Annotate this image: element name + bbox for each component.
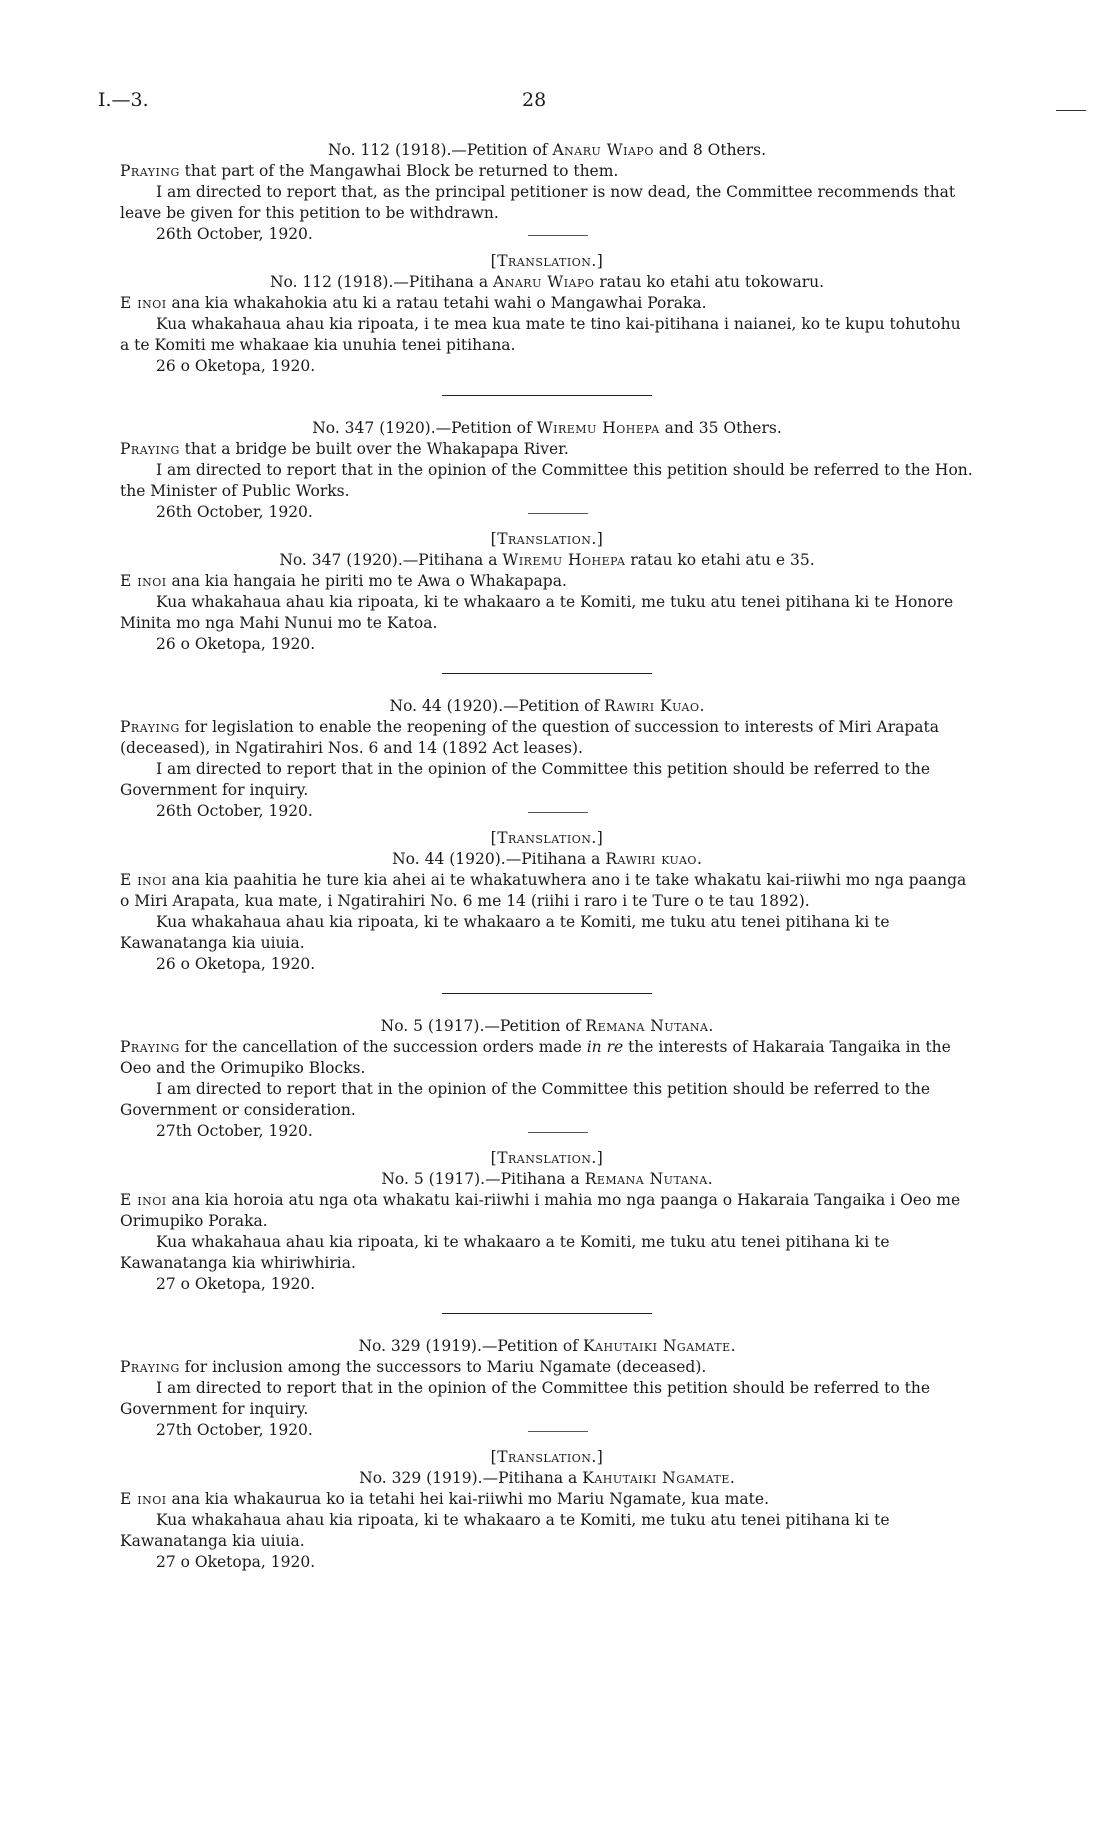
petitioner-name: Anaru Wiapo <box>552 141 654 159</box>
translation-report: Kua whakahaua ahau kia ripoata, ki te whakaaro a te Komiti, me tuku atu tenei pitihana ki te Kawanatanga kia uiuia. <box>120 1511 890 1550</box>
translation-report: Kua whakahaua ahau kia ripoata, ki te whakaaro a te Komiti, me tuku atu tenei pitihana ki te Kawanatanga kia uiuia. <box>120 913 890 952</box>
translation-date: 26 o Oketopa, 1920. <box>156 955 316 973</box>
petition-block <box>120 418 974 655</box>
committee-report: I am directed to report that, as the principal petitioner is now dead, the Committee recommends that leave be given for this petition to be withdrawn. <box>120 183 956 222</box>
translation-heading: No. 347 (1920).—Pitihana a Wiremu Hohepa ratau ko etahi atu e 35. <box>279 551 815 569</box>
petitioner-name: Rawiri Kuao <box>604 697 700 715</box>
praying-paragraph: Praying for inclusion among the successors to Mariu Ngamate (deceased). <box>120 1358 707 1376</box>
section-divider <box>442 1313 652 1314</box>
header-rule <box>1056 110 1086 111</box>
translation-inoi-paragraph: E inoi ana kia horoia atu nga ota whakatu kai-riiwhi i mahia mo nga paanga o Hakaraia Tangaika i Oeo me Orimupiko Poraka. <box>120 1191 961 1230</box>
report-date: 27th October, 1920. <box>120 1121 974 1142</box>
translation-heading: No. 329 (1919).—Pitihana a Kahutaiki Ngamate. <box>359 1469 735 1487</box>
translation-report: Kua whakahaua ahau kia ripoata, ki te whakaaro a te Komiti, me tuku atu tenei pitihana ki te Honore Minita mo nga Mahi Nunui mo te Katoa. <box>120 593 954 632</box>
report-date: 26th October, 1920. <box>120 502 974 523</box>
praying-paragraph: Praying that a bridge be built over the Whakapapa River. <box>120 440 569 458</box>
petitioner-name: Remana Nutana <box>585 1017 709 1035</box>
page-header <box>98 90 1114 114</box>
translation-label: [Translation.] <box>490 1149 604 1167</box>
translation-label: [Translation.] <box>490 1448 604 1466</box>
petition-block <box>120 1336 974 1573</box>
committee-report: I am directed to report that in the opinion of the Committee this petition should be referred to the Hon. the Minister of Public Works. <box>120 461 973 500</box>
committee-report: I am directed to report that in the opinion of the Committee this petition should be referred to the Government for inquiry. <box>120 1379 931 1418</box>
petition-heading: No. 347 (1920).—Petition of Wiremu Hohepa and 35 Others. <box>312 419 782 437</box>
translation-label: [Translation.] <box>490 252 604 270</box>
petition-block <box>120 140 974 377</box>
translation-label: [Translation.] <box>490 530 604 548</box>
translation-date: 26 o Oketopa, 1920. <box>156 635 316 653</box>
translation-report: Kua whakahaua ahau kia ripoata, i te mea kua mate te tino kai-pitihana i naianei, ko te kupu tohutohu a te Komiti me whakaae kia unuhia tenei pitihana. <box>120 315 961 354</box>
petition-heading: No. 5 (1917).—Petition of Remana Nutana. <box>380 1017 714 1035</box>
translation-inoi-paragraph: E inoi ana kia paahitia he ture kia ahei ai te whakatuwhera ano i te take whakatu kai-riiwhi mo nga paanga o Miri Arapata, kua mate, i Ngatirahiri No. 6 me 14 (riihi i raro i te Ture o te tau 1892). <box>120 871 967 910</box>
translation-date: 26 o Oketopa, 1920. <box>156 357 316 375</box>
translation-heading: No. 112 (1918).—Pitihana a Anaru Wiapo ratau ko etahi atu tokowaru. <box>269 273 825 291</box>
translation-inoi-paragraph: E inoi ana kia hangaia he piriti mo te Awa o Whakapapa. <box>120 572 567 590</box>
page-number: 28 <box>522 89 547 111</box>
petition-heading: No. 112 (1918).—Petition of Anaru Wiapo and 8 Others. <box>327 141 767 159</box>
translation-date: 27 o Oketopa, 1920. <box>156 1275 316 1293</box>
translation-inoi-paragraph: E inoi ana kia whakahokia atu ki a ratau tetahi wahi o Mangawhai Poraka. <box>120 294 707 312</box>
praying-paragraph: Praying for the cancellation of the succession orders made in re the interests of Hakaraia Tangaika in the Oeo and the Orimupiko Blocks. <box>120 1038 951 1077</box>
translation-inoi-paragraph: E inoi ana kia whakaurua ko ia tetahi hei kai-riiwhi mo Mariu Ngamate, kua mate. <box>120 1490 769 1508</box>
petitioner-name: Wiremu Hohepa <box>536 419 660 437</box>
report-date: 27th October, 1920. <box>120 1420 974 1441</box>
section-divider <box>442 673 652 674</box>
translation-label: [Translation.] <box>490 829 604 847</box>
committee-report: I am directed to report that in the opinion of the Committee this petition should be referred to the Government or consideration. <box>120 1080 931 1119</box>
translation-heading: No. 5 (1917).—Pitihana a Remana Nutana. <box>381 1170 713 1188</box>
petitions-list <box>120 140 974 1573</box>
praying-paragraph: Praying that part of the Mangawhai Block be returned to them. <box>120 162 619 180</box>
committee-report: I am directed to report that in the opinion of the Committee this petition should be referred to the Government for inquiry. <box>120 760 931 799</box>
praying-paragraph: Praying for legislation to enable the reopening of the question of succession to interests of Miri Arapata (deceased), in Ngatirahiri Nos. 6 and 14 (1892 Act leases). <box>120 718 940 757</box>
section-divider <box>442 395 652 396</box>
petitioner-name: Kahutaiki Ngamate <box>582 1337 731 1355</box>
translation-date: 27 o Oketopa, 1920. <box>156 1553 316 1571</box>
petition-block <box>120 696 974 975</box>
section-divider <box>442 993 652 994</box>
petition-block <box>120 1016 974 1295</box>
parliamentary-paper-reference: I.—3. <box>98 89 149 111</box>
translation-report: Kua whakahaua ahau kia ripoata, ki te whakaaro a te Komiti, me tuku atu tenei pitihana ki te Kawanatanga kia whiriwhiria. <box>120 1233 890 1272</box>
petition-heading: No. 44 (1920).—Petition of Rawiri Kuao. <box>389 697 705 715</box>
petition-heading: No. 329 (1919).—Petition of Kahutaiki Ngamate. <box>358 1337 736 1355</box>
report-date: 26th October, 1920. <box>120 801 974 822</box>
report-date: 26th October, 1920. <box>120 224 974 245</box>
translation-heading: No. 44 (1920).—Pitihana a Rawiri kuao. <box>392 850 702 868</box>
